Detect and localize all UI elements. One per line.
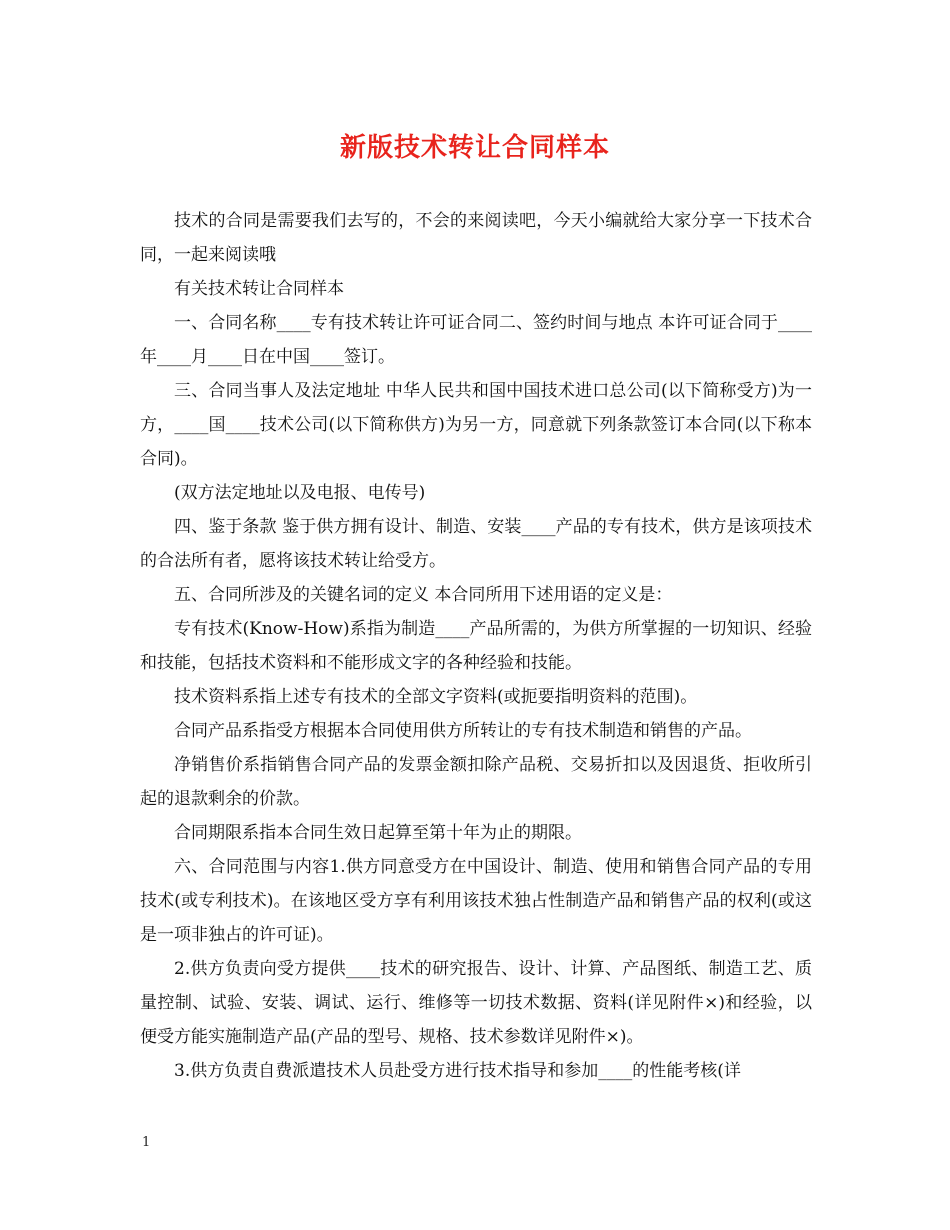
paragraph-definition-term: 合同期限系指本合同生效日起算至第十年为止的期限。	[174, 823, 582, 843]
paragraph-clause-3: 三、合同当事人及法定地址 中华人民共和国中国技术进口总公司(以下简称受方)为一方，____国____技术公司(以下简称供方)为另一方，同意就下列条款签订本合同(以下称本合同)。	[140, 381, 812, 469]
paragraph-definition-technical-data: 技术资料系指上述专有技术的全部文字资料(或扼要指明资料的范围)。	[174, 687, 698, 707]
page-number: 1	[142, 1135, 151, 1150]
paragraph-definition-net-price: 净销售价系指销售合同产品的发票金额扣除产品税、交易折扣以及因退货、拒收所引起的退款剩余的价款。	[140, 755, 812, 809]
paragraph-subtitle: 有关技术转让合同样本	[174, 279, 344, 299]
document-body	[140, 204, 812, 1088]
paragraph-clause-6-3: 3.供方负责自费派遣技术人员赴受方进行技术指导和参加____的性能考核(详	[174, 1061, 741, 1081]
paragraph-intro: 技术的合同是需要我们去写的，不会的来阅读吧，今天小编就给大家分享一下技术合同，一起来阅读哦	[140, 211, 812, 265]
paragraph-address-note: (双方法定地址以及电报、电传号)	[174, 483, 426, 503]
paragraph-definition-contract-product: 合同产品系指受方根据本合同使用供方所转让的专有技术制造和销售的产品。	[174, 721, 752, 741]
paragraph-clause-6-1: 六、合同范围与内容1.供方同意受方在中国设计、制造、使用和销售合同产品的专用技术(或专利技术)。在该地区受方享有利用该技术独占性制造产品和销售产品的权利(或这是一项非独占的许可证)。	[140, 857, 812, 945]
paragraph-clause-5: 五、合同所涉及的关键名词的定义 本合同所用下述用语的定义是：	[174, 585, 673, 605]
paragraph-definition-know-how: 专有技术(Know-How)系指为制造____产品所需的，为供方所掌握的一切知识、经验和技能，包括技术资料和不能形成文字的各种经验和技能。	[140, 619, 812, 673]
paragraph-clause-4: 四、鉴于条款 鉴于供方拥有设计、制造、安装____产品的专有技术，供方是该项技术的合法所有者，愿将该技术转让给受方。	[140, 517, 812, 571]
document-title: 新版技术转让合同样本	[339, 133, 610, 163]
paragraph-clause-6-2: 2.供方负责向受方提供____技术的研究报告、设计、计算、产品图纸、制造工艺、质量控制、试验、安装、调试、运行、维修等一切技术数据、资料(详见附件×)和经验，以便受方能实施制造产品(产品的型号、规格、技术参数详见附件×)。	[140, 959, 812, 1047]
paragraph-clause-1-2: 一、合同名称____专有技术转让许可证合同二、签约时间与地点 本许可证合同于____年____月____日在中国____签订。	[140, 313, 812, 367]
